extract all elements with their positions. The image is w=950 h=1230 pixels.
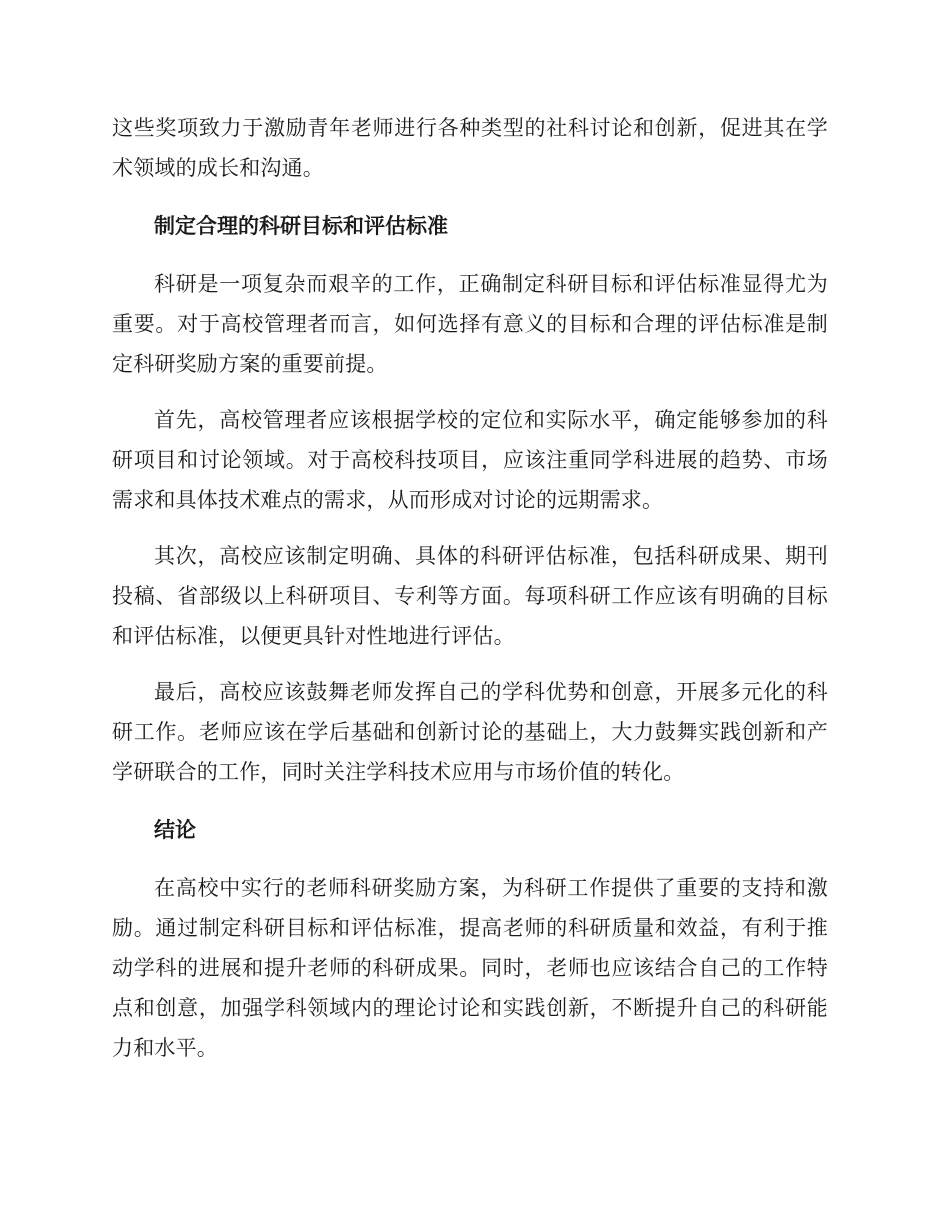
- body-paragraph: 科研是一项复杂而艰辛的工作，正确制定科研目标和评估标准显得尤为重要。对于高校管理者而言，如何选择有意义的目标和合理的评估标准是制定科研奖励方案的重要前提。: [112, 272, 828, 376]
- spacer: [112, 792, 828, 810]
- body-paragraph: 最后，高校应该鼓舞老师发挥自己的学科优势和创意，开展多元化的科研工作。老师应该在学后基础和创新讨论的基础上，大力鼓舞实践创新和产学研联合的工作，同时关注学科技术应用与市场价值的转化。: [112, 680, 828, 784]
- spacer: [112, 520, 828, 536]
- spacer: [112, 384, 828, 400]
- section-heading-conclusion: 结论: [154, 818, 196, 842]
- body-paragraph: 在高校中实行的老师科研奖励方案，为科研工作提供了重要的支持和激励。通过制定科研目标和评估标准，提高老师的科研质量和效益，有利于推动学科的进展和提升老师的科研成果。同时，老师也应该结合自己的工作特点和创意，加强学科领域内的理论讨论和实践创新，不断提升自己的科研能力和水平。: [112, 876, 828, 1060]
- section-heading-goals: 制定合理的科研目标和评估标准: [154, 214, 448, 238]
- spacer: [112, 850, 828, 868]
- spacer: [112, 188, 828, 206]
- intro-continuation-paragraph: 这些奖项致力于激励青年老师进行各种类型的社科讨论和创新，促进其在学术领域的成长和沟通。: [112, 116, 828, 180]
- body-paragraph: 首先，高校管理者应该根据学校的定位和实际水平，确定能够参加的科研项目和讨论领域。对于高校科技项目，应该注重同学科进展的趋势、市场需求和具体技术难点的需求，从而形成对讨论的远期需求。: [112, 408, 828, 512]
- spacer: [112, 246, 828, 264]
- spacer: [112, 656, 828, 672]
- document-page: [112, 108, 828, 1068]
- body-paragraph: 其次，高校应该制定明确、具体的科研评估标准，包括科研成果、期刊投稿、省部级以上科研项目、专利等方面。每项科研工作应该有明确的目标和评估标准，以便更具针对性地进行评估。: [112, 544, 828, 648]
